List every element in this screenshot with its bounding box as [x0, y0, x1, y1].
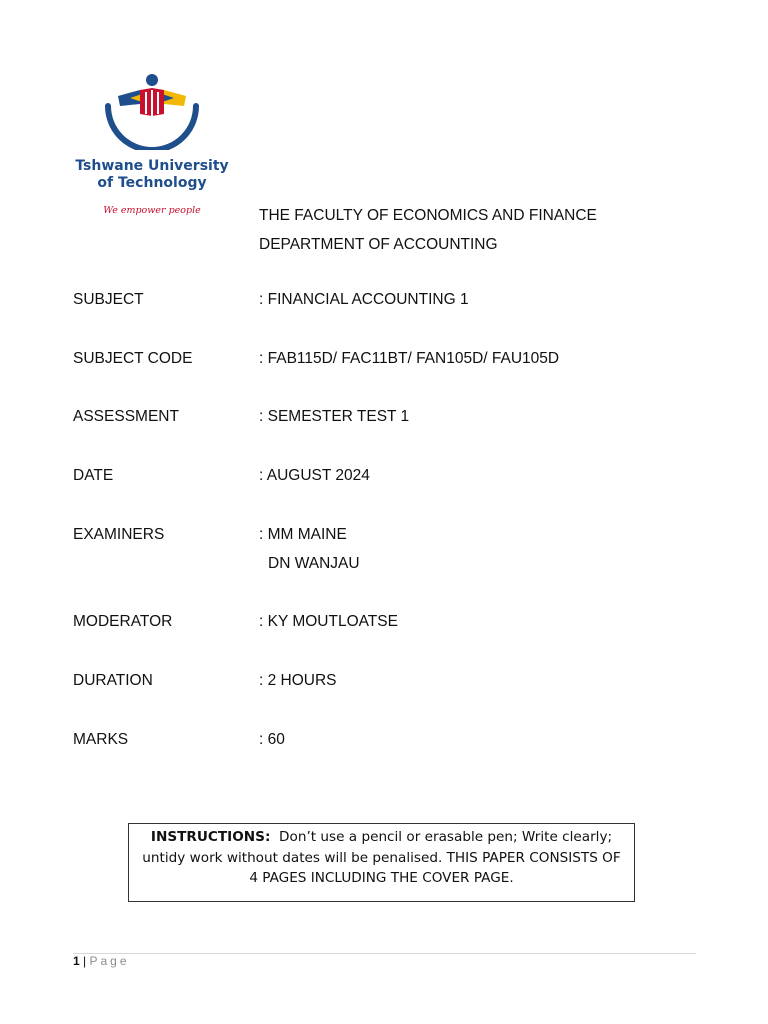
university-logo — [72, 70, 232, 220]
footer-page-word: Page — [89, 954, 130, 968]
field-value: : 2 HOURS — [259, 672, 337, 689]
faculty-heading — [259, 202, 597, 259]
field-label: DATE — [73, 467, 114, 484]
field-value: : SEMESTER TEST 1 — [259, 408, 410, 425]
field-value: : FAB115D/ FAC11BT/ FAN105D/ FAU105D — [259, 350, 560, 367]
field-value: : 60 — [259, 731, 285, 748]
field-label: SUBJECT CODE — [73, 350, 193, 367]
field-value-second: DN WANJAU — [268, 555, 360, 572]
footer-separator: | — [83, 954, 87, 968]
field-label: EXAMINERS — [73, 526, 165, 543]
tut-emblem-icon — [100, 70, 204, 150]
field-value: : MM MAINE — [259, 526, 347, 543]
page-footer — [73, 954, 130, 968]
instructions-heading: INSTRUCTIONS — [150, 829, 265, 845]
university-name-line1: Tshwane University — [75, 158, 229, 174]
instructions-text: Don’t use a pencil or erasable pen; Write clearly; untidy work without dates will be penalised. THIS PAPER CONSISTS OF 4 PAGES INCLUDING THE COVER PAGE. — [142, 829, 621, 886]
instructions-colon: : — [264, 829, 271, 845]
field-row-examiners — [73, 520, 693, 580]
field-label: SUBJECT — [73, 291, 144, 308]
faculty-name: THE FACULTY OF ECONOMICS AND FINANCE — [259, 207, 597, 224]
field-value: : KY MOUTLOATSE — [259, 613, 398, 630]
field-value: : FINANCIAL ACCOUNTING 1 — [259, 291, 469, 308]
university-name-line2: of Technology — [97, 175, 207, 191]
footer-divider — [73, 953, 696, 954]
field-value: : AUGUST 2024 — [259, 467, 370, 484]
field-label: MARKS — [73, 731, 129, 748]
field-label: DURATION — [73, 672, 153, 689]
field-label: ASSESSMENT — [73, 408, 179, 425]
university-tagline: We empower people — [103, 205, 201, 216]
field-label: MODERATOR — [73, 613, 173, 630]
department-name: DEPARTMENT OF ACCOUNTING — [259, 235, 498, 253]
instructions-box — [128, 823, 635, 902]
page-number: 1 — [73, 954, 80, 968]
university-name — [72, 158, 232, 192]
